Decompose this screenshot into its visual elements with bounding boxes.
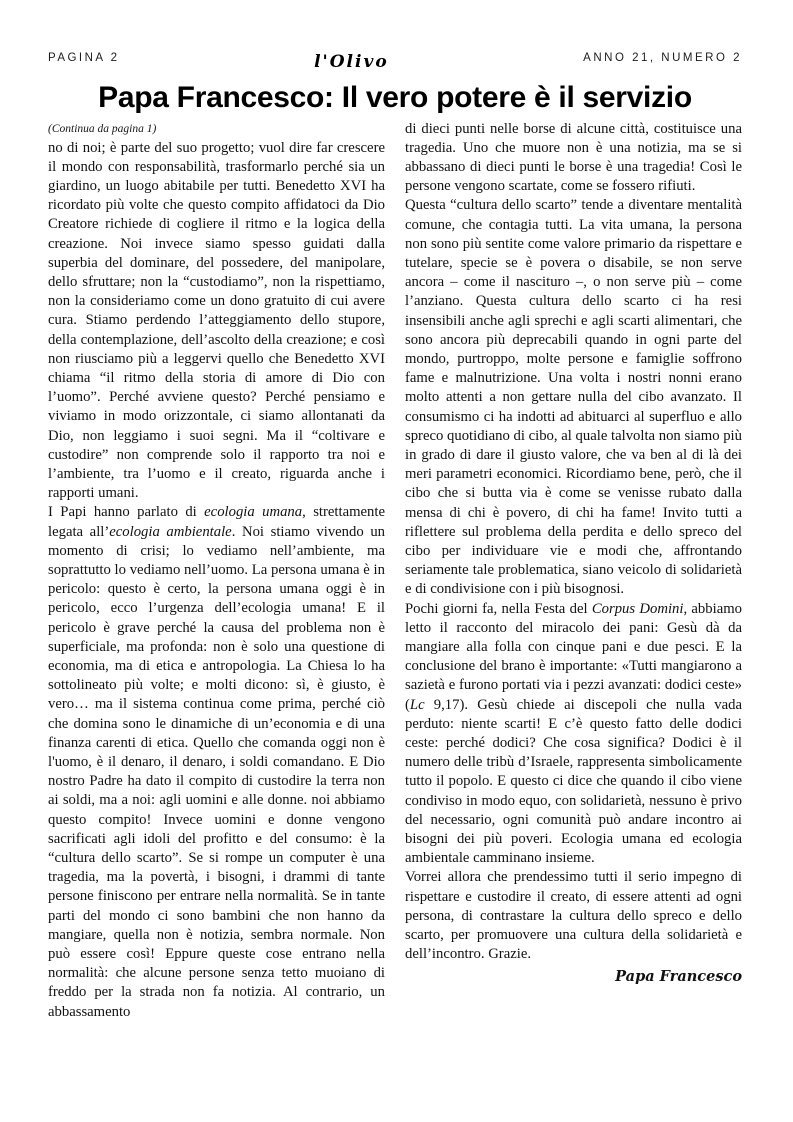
paragraph xyxy=(405,120,742,197)
right-column xyxy=(405,120,742,1022)
paragraph xyxy=(405,196,742,599)
continuation-note: (Continua da pagina 1) xyxy=(48,122,157,135)
paragraph xyxy=(405,868,742,964)
paragraph xyxy=(48,139,385,504)
body-text: 9,17). Gesù chiede ai discepoli che nulla vada perduto: niente scarti! E c’è questo fatto delle dodici ceste: perché dodici? Che cosa significa? Dodici è il numero delle tribù d’Israele, rappresenta simbolicamente tutto il popolo. E questo ci dice che quando il cibo viene condiviso in modo equo, con solidarietà, nessuno è privo del necessario, ogni comunità può andare incontro ai bisogni dei più poveri. Ecologia umana ed ecologia ambientale camminano insieme. xyxy=(405,696,742,867)
body-text: , strettamente legata all’ xyxy=(48,504,385,540)
body-text: di dieci punti nelle borse di alcune città, costituisce una tragedia. Uno che muore non è una notizia, ma se si abbassano di dieci punti le borse è una tragedia! Così le persone vengono scartate, come se fossero rifiuti. xyxy=(405,120,742,195)
paragraph xyxy=(48,503,385,1021)
masthead-title: l'Olivo xyxy=(314,52,389,72)
article-title: Papa Francesco: Il vero potere è il servizio xyxy=(98,81,692,114)
body-text: I Papi hanno parlato di xyxy=(48,504,205,521)
issue-label: ANNO 21, NUMERO 2 xyxy=(583,52,742,64)
article-body xyxy=(48,120,742,1022)
left-column xyxy=(48,120,385,1022)
italic-text: Lc xyxy=(409,696,425,713)
italic-text: ecologia umana xyxy=(204,504,303,521)
page-header xyxy=(48,46,742,72)
paragraph xyxy=(405,600,742,869)
body-text: Vorrei allora che prendessimo tutti il serio impegno di rispettare e custodire il creato, di essere attenti ad ogni persona, di contrastare la cultura dello spreco e dello scarto, per promuovere una cultura della solidarietà e dell’incontro. Grazie. xyxy=(405,869,742,963)
italic-text: ecologia ambientale xyxy=(109,523,232,540)
italic-text: Corpus Domini xyxy=(591,600,684,617)
body-text: Pochi giorni fa, nella Festa del xyxy=(405,600,592,617)
body-text: , abbiamo letto il racconto del miracolo dei pani: Gesù dà da mangiare alla folla con cinque pani e due pesci. E la conclusione del brano è importante: «Tutti mangiarono a sazietà e furono portati via i pezzi avanzati: dodici ceste» ( xyxy=(405,600,742,713)
body-text: Questa “cultura dello scarto” tende a diventare mentalità comune, che contagia tutti. La vita umana, la persona non sono più sentite come valore primario da rispettare e tutelare, specie se è povera o disabile, se non serve ancora – come il nascituro –, o non serve più – come l’anziano. Questa cultura dello scarto ci ha resi insensibili anche agli sprechi e agli scarti alimentari, che sono ancora più deprecabili quando in ogni parte del mondo, purtroppo, molte persone e famiglie soffrono fame e malnutrizione. Una volta i nostri nonni erano molto attenti a non gettare nulla del cibo avanzato. Il consumismo ci ha indotti ad abituarci al superfluo e allo spreco quotidiano di cibo, al quale talvolta non siamo più in grado di dare il giusto valore, che va ben al di là dei meri parametri economici. Ricordiamo bene, però, che il cibo che si butta via è come se venisse rubato dalla mensa di chi è povero, di chi ha fame! Invito tutti a riflettere sul problema della perdita e dello spreco del cibo per individuare vie e modi che, affrontando seriamente tale problematica, siano veicolo di solidarietà e di condivisione con i più bisognosi. xyxy=(405,197,742,598)
page-number-label: PAGINA 2 xyxy=(48,52,120,64)
body-text: no di noi; è parte del suo progetto; vuol dire far crescere il mondo con responsabilità, trasformarlo perché sia un giardino, un luogo abitabile per tutti. Benedetto XVI ha ricordato più volte che questo compito affidatoci da Dio Creatore richiede di cogliere il ritmo e la logica della creazione. Noi invece siamo spesso guidati dalla superbia del dominare, del possedere, del manipolare, dello sfruttare; non la “custodiamo”, non la rispettiamo, non la consideriamo come un dono gratuito di cui avere cura. Stiamo perdendo l’atteggiamento dello stupore, della contemplazione, dell’ascolto della creazione; e così non riusciamo più a leggervi quello che Benedetto XVI chiama “il ritmo della storia di amore di Dio con l’uomo”. Perché avviene questo? Perché pensiamo e viviamo in modo orizzontale, ci siamo allontanati da Dio, non leggiamo i suoi segni. Ma il “coltivare e custodire” non comprende solo il rapporto tra noi e l’ambiente, tra l’uomo e il creato, riguarda anche i rapporti umani. xyxy=(48,139,385,502)
body-text: . Noi stiamo vivendo un momento di crisi; lo vediamo nell’ambiente, ma soprattutto lo vediamo nell’uomo. La persona umana è in pericolo: questo è certo, la persona umana oggi è in pericolo, ecco l’urgenza dell’ecologia umana! E il pericolo è grave perché la causa del problema non è superficiale, ma profonda: non è solo una questione di economia, ma di etica e antropologia. La Chiesa lo ha sottolineato più volte; e molti dicono: sì, è giusto, è vero… ma il sistema continua come prima, perché ciò che domina sono le dinamiche di un’economia e di una finanza carenti di etica. Quello che comanda oggi non è l'uomo, è il denaro, il denaro, i soldi comandano. E Dio nostro Padre ha dato il compito di custodire la terra non ai soldi, ma a noi: agli uomini e alle donne. noi abbiamo questo compito! Invece uomini e donne vengono sacrificati agli idoli del profitto e del consumo: è la “cultura dello scarto”. Se si rompe un computer è una tragedia, ma la povertà, i bisogni, i drammi di tante persone finiscono per entrare nella normalità. Se in tante parti del mondo ci sono bambini che non hanno da mangiare, quella non è notizia, sembra normale. Non può essere così! Eppure queste cose entrano nella normalità: che alcune persone senza tetto muoiano di freddo per la strada non fa notizia. Al contrario, un abbassamento xyxy=(48,523,386,1020)
author-signature: Papa Francesco xyxy=(615,968,742,986)
